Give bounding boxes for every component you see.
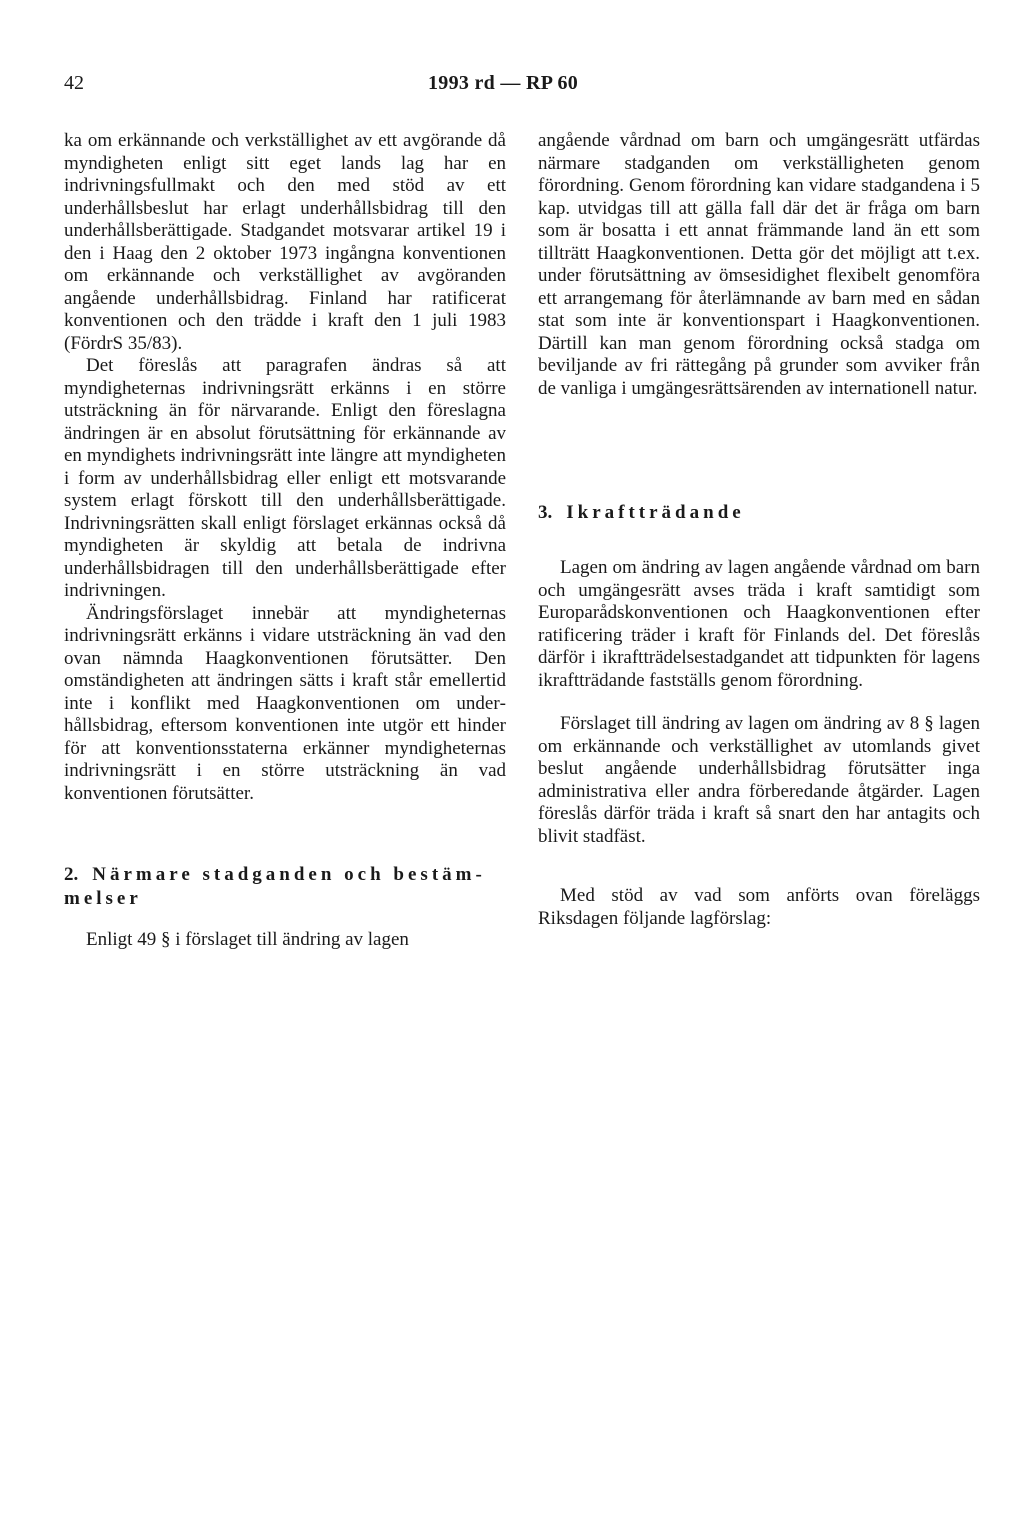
left-paragraph-4: Enligt 49 § i förslaget till ändring av lagen bbox=[86, 929, 409, 950]
right-paragraph-3: Förslaget till ändring av lagen om ändring av 8 § lagen om erkännande och verkställighet av utomlands givet beslut angående underhållsbidrag förutsätter inga administrativa eller andra förberedande åtgärder. Lagen föreslås därför träda i kraft så snart den har antagits och blivit stadfäst. bbox=[538, 713, 980, 847]
page-number: 42 bbox=[64, 72, 84, 94]
section-heading-3 bbox=[538, 501, 980, 525]
section-heading-3-number: 3. bbox=[538, 502, 553, 523]
right-column bbox=[538, 130, 980, 930]
section-heading-2-text: Närmare stadganden och bestämmelser bbox=[64, 864, 482, 909]
running-head: 1993 rd — RP 60 bbox=[428, 72, 579, 94]
section-heading-2-number: 2. bbox=[64, 864, 79, 885]
left-paragraph-3: Ändringsförslaget innebär att myndigheternas indrivningsrätt erkänns i vidare utsträckning än vad den ovan nämnda Haagkonventionen förutsätter. Den omständigheten att ändringen sätts i kraft står emellertid inte i konflikt med Haagkonventionen om underhållsbidrag, eftersom konventionen inte utgör ett hinder för att konventionsstaterna erkänner myndigheternas indrivningsrätt i en större utsträckning än vad konventionen förutsätter. bbox=[64, 602, 506, 804]
right-paragraph-4: Med stöd av vad som anförts ovan föreläggs Riksdagen följande lagförslag: bbox=[538, 885, 980, 929]
left-paragraph-1: ka om erkännande och verkställighet av ett avgörande då myndigheten enligt sitt eget lands lag har en indrivningsfullmakt och den med stöd av ett underhållsbeslut har erlagt underhållsbidrag till den underhållsberättigade. Stadgandet motsvarar artikel 19 i den i Haag den 2 oktober 1973 ingångna konventionen om erkännande och verkställighet av avgöranden angående underhållsbidrag. Finland har ratificerat konventionen och den trädde i kraft den 1 juli 1983 (FördrS 35/83). bbox=[64, 130, 506, 354]
left-paragraph-2: Det föreslås att paragrafen ändras så att myndigheternas indrivningsrätt erkänns i en större utsträckning än för närvarande. Enligt den föreslagna ändringen är en absolut förutsättning för erkännande av en myndighets indrivningsrätt inte längre att myndigheten i form av underhållsbidrag eller enligt ett motsvarande system erlagt förskott till den underhållsberättigade. Indrivningsrätten skall enligt förslaget erkännas också då myndigheten är skyldig att betala de indrivna underhållsbidragen till den underhållsberättigade efter indrivningen. bbox=[64, 355, 506, 601]
section-heading-3-text: Ikraftträdande bbox=[566, 502, 745, 523]
left-column bbox=[64, 130, 506, 952]
section-heading-2 bbox=[64, 863, 506, 911]
right-paragraph-2: Lagen om ändring av lagen angående vårdnad om barn och umgängesrätt avses träda i kraft samtidigt som Europarådskonventionen och Haagkonventionen efter ratificering träder i kraft för Finlands del. Det föreslås därför i ikraftträdelsestadgandet att tidpunkten för lagens ikraftträdande fastställs genom förordning. bbox=[538, 557, 980, 691]
right-paragraph-1: angående vårdnad om barn och umgängesrätt utfärdas närmare stadganden om verkställigheten genom förordning. Genom förordning kan vidare stadgandena i 5 kap. utvidgas till att gälla fall där det är fråga om barn som är bosatta i ett annat främmande land än ett som tillträtt Haagkonventionen. Detta gör det möjligt att t.ex. under förutsättning av ömsesidighet flexibelt genomföra ett arrangemang för återlämnande av barn med en sådan stat som inte är konventionspart i Haagkonventionen. Därtill kan man genom förordning också stadga om beviljande av fri rättegång på grunder som avviker från de vanliga i umgängesrättsärenden av internationell natur. bbox=[538, 130, 980, 399]
